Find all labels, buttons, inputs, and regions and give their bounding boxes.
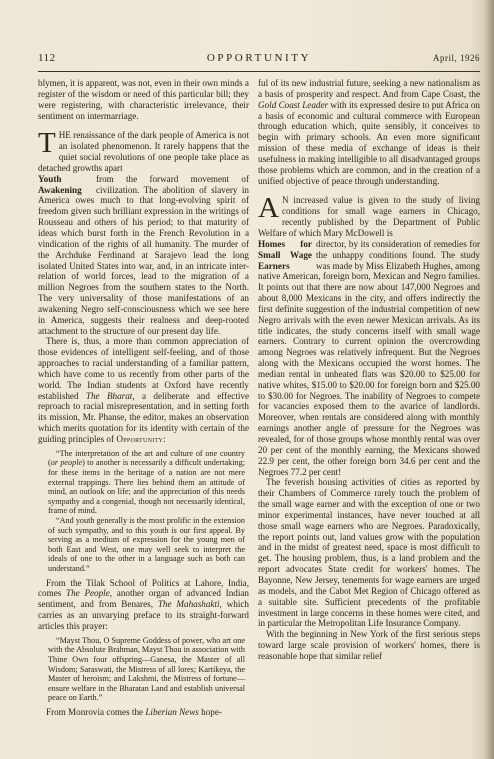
block-quote [48, 636, 245, 703]
paragraph: With the beginning in New York of the first serious steps toward large scale provision of workers' homes, there is reasonable hope that similar relief [258, 629, 480, 661]
paragraph: ful of its new industrial future, seeking a new nationalism as a basis of prosperity and respect. And from Cape Coast, the Gold Coast Leader with its expressed desire to put Africa on a basis of economic and cultural commerce with European through education which, quite sensibly, it conceives to begin with primary schools. An even more significant mission of these media of exchange of ideas is their usefulness in making intelligible to all disadvantaged groups those problems which are common, and in the creation of a unified objective of peace through understanding. [258, 78, 480, 186]
page-number: 112 [38, 52, 56, 64]
paragraph: From the Tilak School of Politics at Lahore, India, comes The People, another organ of advanced Indian sentiment, and from Benares, The Mahashakti, which carries as an unvarying preface to its straight-forward articles this prayer: [38, 577, 249, 631]
section-sidehead: Homes for Small Wage Earners [258, 238, 312, 271]
section-sidehead: Youth Awakening [38, 173, 82, 195]
drop-cap: A [258, 192, 279, 225]
issue-date: April, 1926 [433, 53, 480, 63]
paragraph: A N increased value is given to the study of living conditions for small wage earners in Chicago, recently published by the Department of Public Welfare of which Mary McDowell is Homes for Small Wage Earners director, by its consideration of remedies for the unhappy conditions found. The study was made by Miss Elizabeth Hughes, among native American, foreign born, Mexican and Negro families. It points out that there are now about 147,000 Negroes and about 8,000 Mexicans in the city, and offers indirectly the first definite suggestion of the industrial competition of new Negro arrivals with the even newer Mexican arrivals. As its title indicates, the study concerns itself with small wage earners. Contrary to current opinion the overcrowding among Negroes was relatively infrequent. But the Negroes along with the Mexicans occupied the worst homes. The median rental in unheated flats was $20.00 to $25.00 for native whites, $15.00 to $20.00 for foreign born and $25.00 to $30.00 for Negroes. The inability of Negroes to compete for vacancies exposed them to the avarice of landlords. Moreover, when rentals are considered along with monthly earnings another angle of pressure for the Negroes was revealed, for of those groups whose monthly rental was over 20 per cent of the monthly earning, the Mexicans showed 22.9 per cent, the other foreign born 34.6 per cent and the Negroes 77.2 per cent! [258, 192, 480, 477]
paragraph: THE renaissance of the dark people of America is not an isolated phenomenon. It rarely happens that the quiet social revolutions of one people take place as detached growths apart Youth Awakening from the forward movement of civilization. The abolition of slavery in America owes much to that long-evolving spirit of freedom given such brilliant expression in the writings of Rousseau and others of his period; to that maturity of ideas which burst forth in the French Revolution in a vindication of the rights of all humanity. The murder of the Archduke Ferdinand at Sarajevo lead the long isolated United States into war, and, in an intricate inter-relation of world forces, lead to the migration of a million Negroes from the southern states to the North. The very universality of those manifestations of an awakening Negro self-consciousness which we see here in America, suggests their realness and deep-rooted attachment to the structure of our present day life. [38, 127, 250, 336]
paragraph: There is, thus, a more than common appreciation of those evidences of intelligent self-feeling, and of those approaches to racial understanding of a familiar pattern, which have come to us recently from other parts of the world. The Indian students at Oxford have recently established The Bharat, a deliberate and effective reproach to racial misrepresentation, and in setting forth its mission, Mr. Phanse, the editor, makes an observation which merits quotation for its identity with certain of the guiding principles of Opportunity: [38, 336, 249, 444]
quote-paragraph: “Mayst Thou, O Supreme Goddess of power, who art one with the Absolute Brahman, Mayst Thou in association with Thine Own four offspring—Ganesa, the Master of all Wisdom; Saraswati, the Mistress of all lores; Kartikeya, the Master of heroism; and Lakshmi, the Mistress of fortune—ensure welfare in the Bharatan Land and establish universal peace on Earth.” [48, 635, 246, 703]
quote-paragraph: “And youth generally is the most prolific in the extension of such sympathy, and to this youth is our first appeal. By serving as a medium of expression for the young men of both East and West, one may well seek to interpret the ideals of one to the other in a language such as both can understand.” [48, 516, 245, 573]
page-edge-shadow [484, 0, 494, 759]
drop-cap: T [38, 127, 56, 160]
block-quote [48, 449, 245, 574]
right-column [258, 78, 480, 662]
running-header [38, 52, 480, 68]
paragraph: The feverish housing activities of cities as reported by their Chambers of Commerce rarely touch the problem of the small wage earner and with the exception of one or two minor experimental instances, have never touched at all those small wage earners who are Negroes. Paradoxically, the report points out, land values grow with the population and in the midst of greatest need, space is most difficult to get. The housing problem, thus, is a land problem and the report advocates State credit for workers' homes. The Bayonne, New Jersey, tenements for wage earners are urged as models, and the Cabot Met Region of Chicago offered as a suitable site. Sufficient precedents of the profitable investment in large concerns in these homes were cited, and in particular the Metropolitan Life Insurance Company. [258, 477, 480, 629]
header-rule [38, 71, 480, 72]
paragraph: blymen, it is apparent, was not, even in their own minds a register of the wisdom or need of this particular bill; they were registering, with characteristic irrelevance, their sentiment on intermarriage. [38, 78, 249, 121]
quote-paragraph: “The interpretation of the art and culture of one country (or people) to another is necessarily a difficult undertaking; for these items in the heritage of a nation are not mere external trappings. There lies behind them an attitude of mind, an outlook on life; and the appreciation of this needs sympathy and a congenial, though not necessarily identical, frame of mind. [48, 448, 245, 516]
magazine-title: OPPORTUNITY [206, 52, 312, 64]
left-column [38, 78, 249, 718]
paragraph: From Monrovia comes the Liberian News hope- [46, 706, 222, 717]
